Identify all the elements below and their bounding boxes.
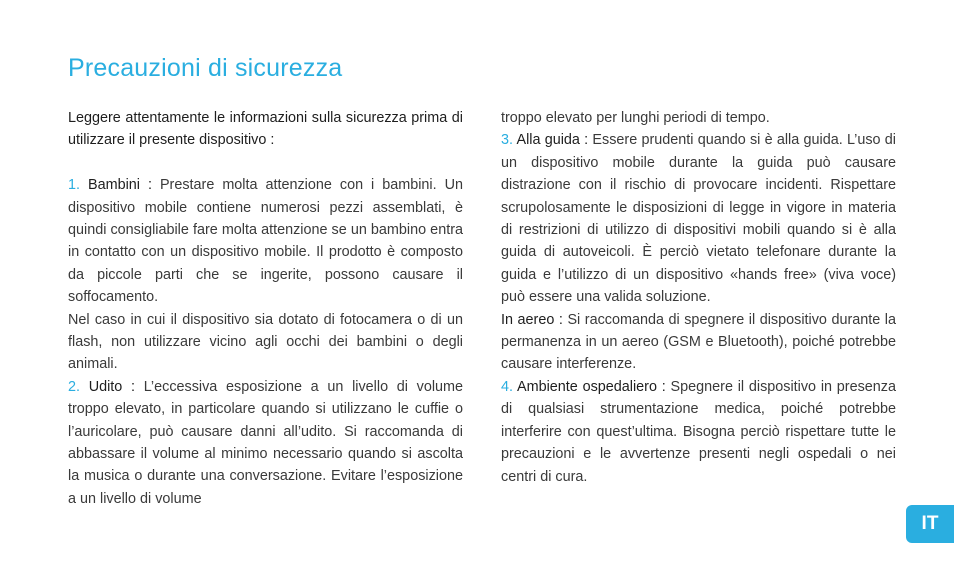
section-hospital xyxy=(501,376,896,488)
section-number: 3. xyxy=(501,132,514,149)
section-hearing-p1 xyxy=(68,376,463,510)
language-badge: IT xyxy=(906,505,954,543)
section-number: 1. xyxy=(68,177,81,194)
section-driving xyxy=(501,129,896,308)
section-number: 4. xyxy=(501,378,514,395)
left-column xyxy=(68,107,463,510)
intro-text: Leggere attentamente le informazioni sulla sicurezza prima di utilizzare il presente dispositivo : xyxy=(68,110,463,149)
section-number: 2. xyxy=(68,378,81,395)
section-text: Prestare molta attenzione con i bambini. Un dispositivo mobile contiene numerosi pezzi assemblati, è quindi consigliabile fare molta attenzione se un bambino entra in contatto con un dispositivo mobile. Il prodotto è composto da piccole parti che se ingerite, possono causare il soffocamento. xyxy=(68,177,463,306)
section-text: troppo elevato per lunghi periodi di tempo. xyxy=(501,110,770,126)
section-text: Essere prudenti quando si è alla guida. L’uso di un dispositivo mobile durante la guida può causare distrazione con il rischio di provocare incidenti. Rispettare scrupolosamente le disposizioni di legge in vigore in materia di restrizioni di utilizzo di dispositivi mobili quando si è alla guida di autoveicoli. È perciò vietato telefonare durante la guida e l’utilizzo di un dispositivo «hands free» (viva voce) può essere una valida soluzione. xyxy=(501,132,896,306)
section-heading-driving: Alla guida : xyxy=(516,132,589,149)
section-text: Nel caso in cui il dispositivo sia dotato di fotocamera o di un flash, non utilizzare vicino agli occhi dei bambini o degli animali. xyxy=(68,311,463,373)
section-children-p2 xyxy=(68,309,463,376)
right-column xyxy=(501,107,896,488)
section-hearing-p2 xyxy=(501,107,896,129)
section-heading-airplane: In aereo : xyxy=(501,311,563,328)
section-heading-hospital: Ambiente ospedaliero : xyxy=(517,378,666,395)
section-airplane xyxy=(501,309,896,376)
section-text: Spegnere il dispositivo in presenza di qualsiasi strumentazione medica, poiché potrebbe interferire con quest’ultima. Bisogna perciò rispettare tutte le precauzioni e le avvertenze presenti negli ospedali o nei centri di cura. xyxy=(501,378,897,485)
section-children-p1 xyxy=(68,174,463,308)
section-heading-hearing: Udito : xyxy=(88,378,136,395)
section-heading-children: Bambini : xyxy=(88,177,152,194)
section-text: Si raccomanda di spegnere il dispositivo durante la permanenza in un aereo (GSM e Bluetooth), poiché potrebbe causare interferenze. xyxy=(501,311,896,373)
page-title: Precauzioni di sicurezza xyxy=(68,54,343,82)
section-text: L’eccessiva esposizione a un livello di volume troppo elevato, in particolare quando si utilizzano le cuffie o l’auricolare, può causare danni all’udito. Si raccomanda di abbassare il volume al minimo necessario quando si ascolta la musica o durante una conversazione. Evitare l’esposizione a un livello di volume xyxy=(68,378,464,507)
